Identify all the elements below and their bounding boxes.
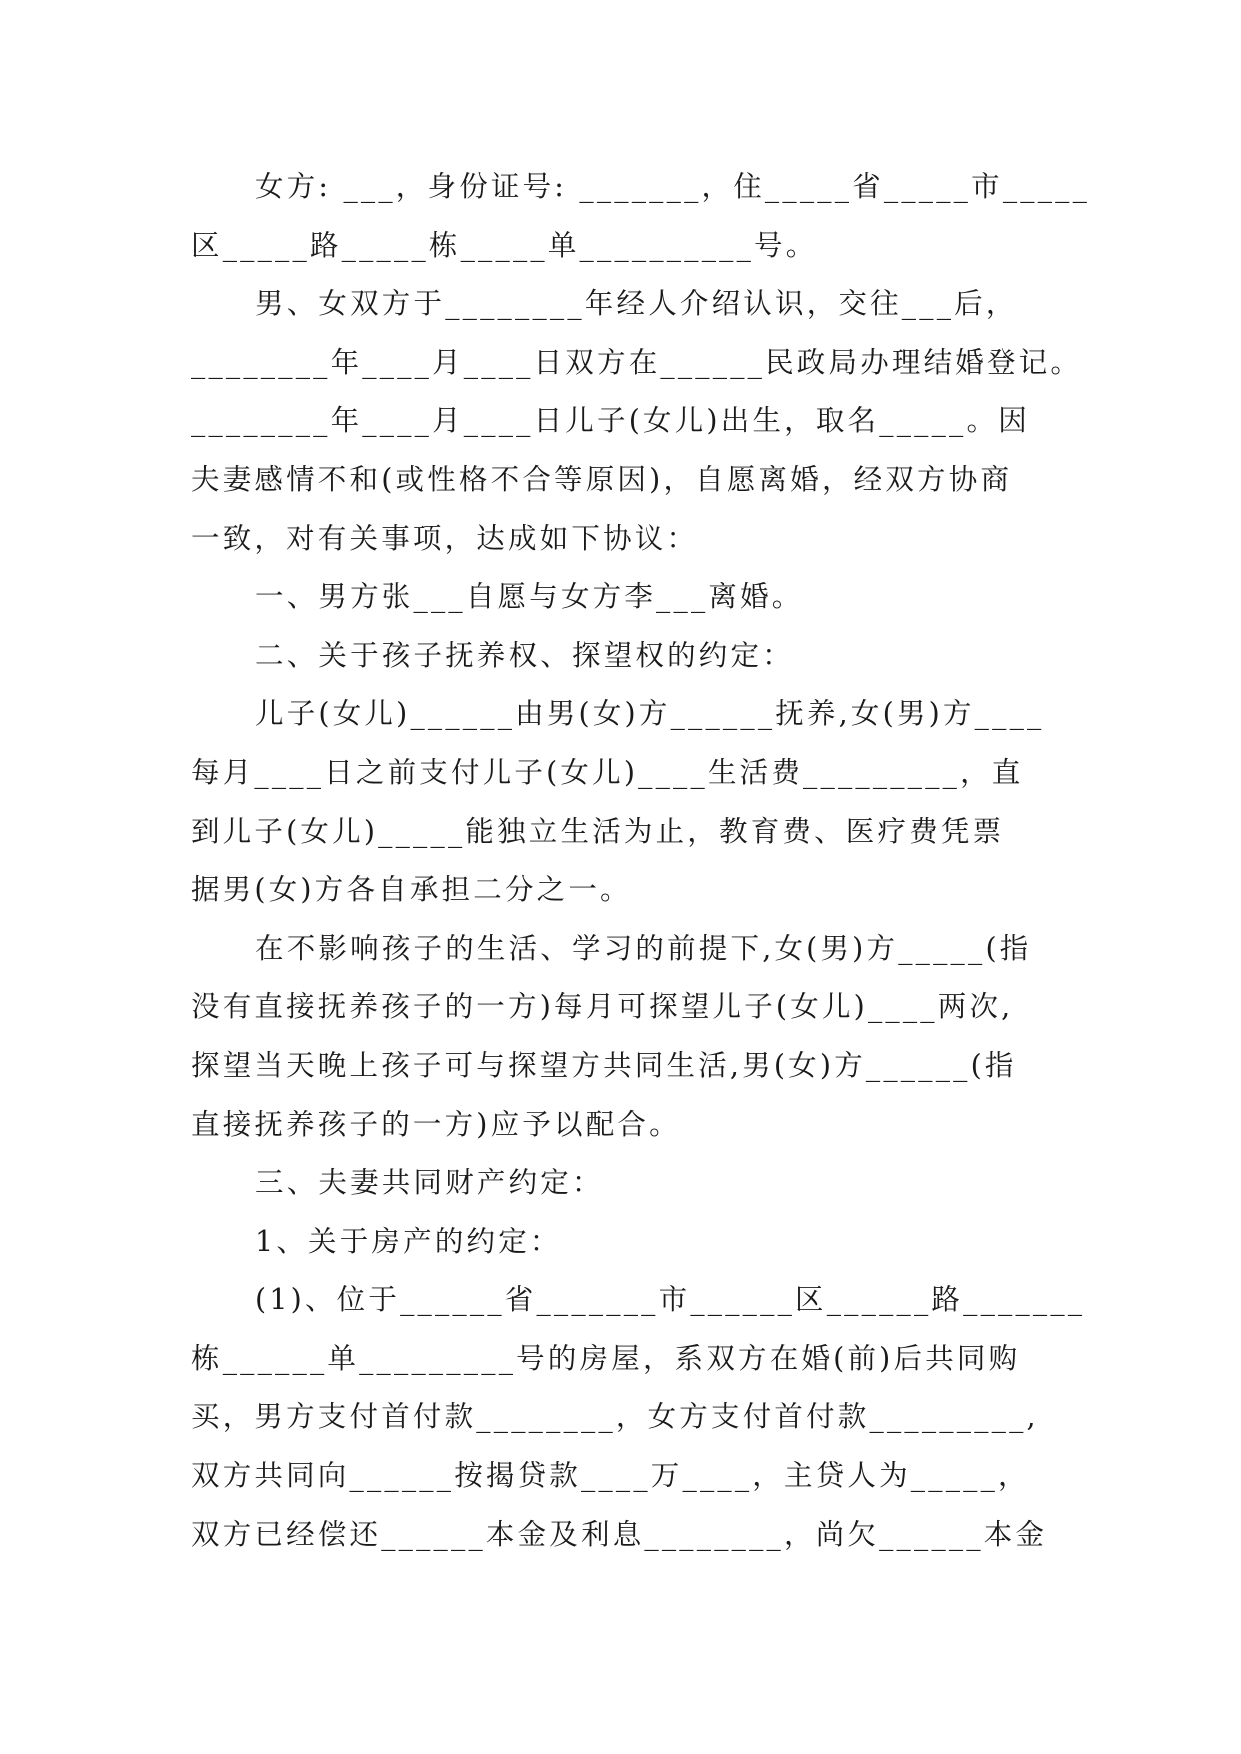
text-line: 1、关于房产的约定： <box>255 1224 562 1258</box>
text-line: 每月____日之前支付儿子(女儿)____生活费_________，直 <box>191 755 1024 789</box>
text-line: 探望当天晚上孩子可与探望方共同生活,男(女)方______(指 <box>191 1048 1017 1082</box>
text-line: ________年____月____日儿子(女儿)出生，取名_____。因 <box>191 404 1030 438</box>
text-line: 买，男方支付首付款________，女方支付首付款_________, <box>191 1400 1039 1434</box>
text-line: (1)、位于______省_______市______区______路_______ <box>255 1283 1086 1317</box>
text-line: 双方共同向______按揭贷款____万____，主贷人为_____， <box>191 1459 1030 1493</box>
text-line: 到儿子(女儿)_____能独立生活为止，教育费、医疗费凭票 <box>191 814 1005 848</box>
text-line: 栋______单_________号的房屋，系双方在婚(前)后共同购 <box>191 1341 1021 1375</box>
text-line: 三、夫妻共同财产约定： <box>255 1166 604 1200</box>
text-line: 一、男方张___自愿与女方李___离婚。 <box>255 580 804 614</box>
text-line: 二、关于孩子抚养权、探望权的约定： <box>255 638 794 672</box>
text-line: 一致，对有关事项，达成如下协议： <box>191 521 699 555</box>
text-line: 双方已经偿还______本金及利息________，尚欠______本金 <box>191 1517 1048 1551</box>
text-line: 直接抚养孩子的一方)应予以配合。 <box>191 1107 681 1141</box>
text-line: 区_____路_____栋_____单__________号。 <box>191 228 818 262</box>
text-line: 男、女双方于________年经人介绍认识，交往___后， <box>255 287 1018 321</box>
agreement-body <box>191 158 1091 1564</box>
text-line: 在不影响孩子的生活、学习的前提下,女(男)方_____(指 <box>255 931 1032 965</box>
text-line: 据男(女)方各自承担二分之一。 <box>191 873 632 907</box>
text-line: 夫妻感情不和(或性格不合等原因)，自愿离婚，经双方协商 <box>191 462 1013 496</box>
text-line: ________年____月____日双方在______民政局办理结婚登记。 <box>191 345 1083 379</box>
text-line: 儿子(女儿)______由男(女)方______抚养,女(男)方____ <box>255 697 1045 731</box>
text-line: 没有直接抚养孩子的一方)每月可探望儿子(女儿)____两次, <box>191 990 1014 1024</box>
text-line: 女方: ___，身份证号: _______，住_____省_____市_____ <box>255 170 1091 203</box>
